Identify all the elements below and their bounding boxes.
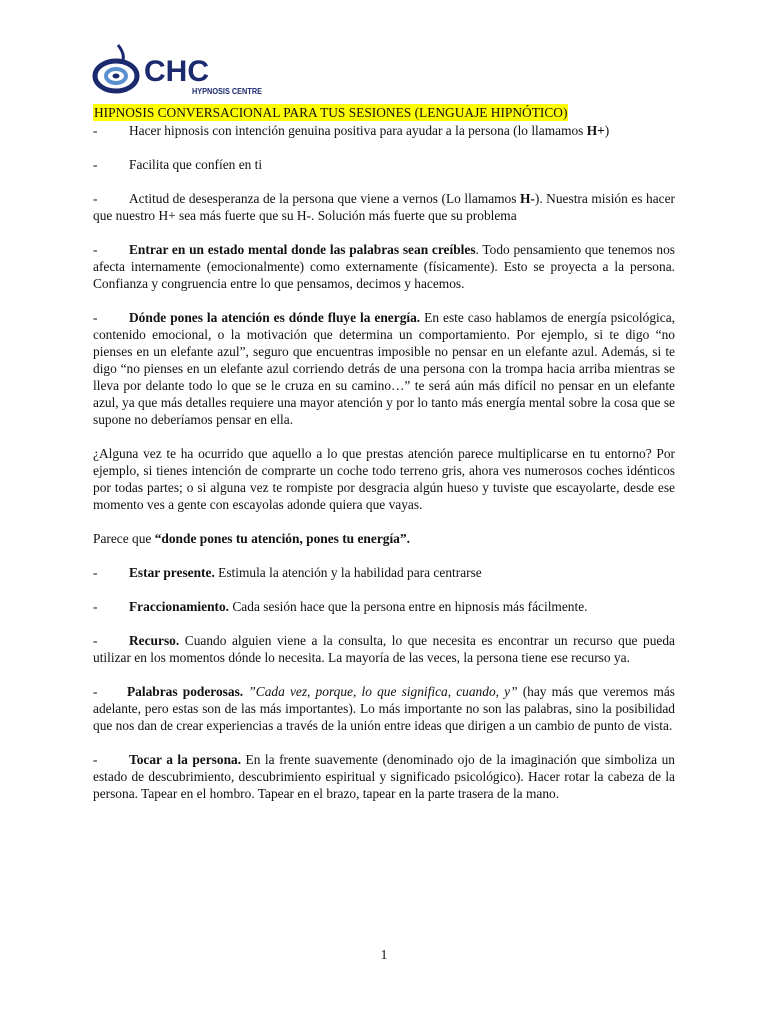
chc-logo xyxy=(92,43,264,103)
paragraph-text: ¿Alguna vez te ha ocurrido que aquello a lo que prestas atención parece multiplicarse en tu entorno? Por ejemplo, si tienes intención de comprarte un coche todo terreno gris, ahora ves numerosos coches idénticos por todas partes; o si alguna vez te rompiste por desgracia algún hueso y tuviste que escayolarte, desde ese momento ves a gente con escayolas adonde quiera que vayas. xyxy=(93,446,675,512)
paragraph-10 xyxy=(93,632,675,666)
paragraph-text: Cada sesión hace que la persona entre en hipnosis más fácilmente. xyxy=(229,599,588,614)
paragraph-text: ). Nuestra misión es hacer que nuestro H+ sea más fuerte que su H-. Solución más fuerte que su problema xyxy=(93,191,675,223)
bullet-dash: - xyxy=(93,242,98,257)
paragraph-text: En este caso hablamos de energía psicológica, contenido emocional, o la motivación que determina un comportamiento. Por ejemplo, si te digo “no pienses en un elefante azul”, seguro que encuentras imposible no pensar en un elefante azul. Además, si te digo “no pienses en un elefante azul corriendo detrás de una persona con la trompa hacia arriba mientras se lleva por delante todo lo que se le cruza en su camino…” te será aún más difícil no pensar en un elefante azul, ya que más detalles requiere una mayor atención y por lo tanto más energía mental sobre la cosa que se supone no deberíamos pensar en ella. xyxy=(93,310,675,427)
paragraph-5 xyxy=(93,309,675,428)
page-number: 1 xyxy=(380,947,388,962)
document-body xyxy=(93,122,675,819)
bullet-dash: - xyxy=(93,633,98,648)
paragraph-text: ) xyxy=(604,123,610,138)
bold-term: H- xyxy=(519,191,535,206)
paragraph-text: . Todo pensamiento que tenemos nos afecta internamente (emocionalmente) como externamente (físicamente). Esto se proyecta a la persona. Confianza y congruencia entre lo que pensamos, decimos y hacemos. xyxy=(93,242,675,291)
paragraph-12 xyxy=(93,751,675,802)
paragraph-6 xyxy=(93,445,675,513)
bold-quote: “donde pones tu atención, pones tu energía”. xyxy=(154,531,410,546)
bullet-dash: - xyxy=(93,310,98,325)
paragraph-3 xyxy=(93,190,675,224)
paragraph-4 xyxy=(93,241,675,292)
logo-text: CHC xyxy=(144,55,209,88)
italic-quote: ”Cada vez, porque, lo que significa, cuando, y” xyxy=(243,684,518,699)
paragraph-11 xyxy=(93,683,675,734)
bullet-dash: - xyxy=(93,599,98,614)
paragraph-text: Estimula la atención y la habilidad para centrarse xyxy=(214,565,482,580)
paragraph-text: Hacer hipnosis con intención genuina positiva para ayudar a la persona (lo llamamos xyxy=(129,123,587,138)
paragraph-1 xyxy=(93,122,675,139)
bold-heading: Dónde pones la atención es dónde fluye la energía. xyxy=(129,310,421,325)
bullet-dash: - xyxy=(93,752,98,767)
bold-heading: Tocar a la persona. xyxy=(129,752,242,767)
bullet-dash: - xyxy=(93,157,98,172)
paragraph-2 xyxy=(93,156,675,173)
paragraph-9 xyxy=(93,598,675,615)
paragraph-text: Cuando alguien viene a la consulta, lo que necesita es encontrar un recurso que pueda utilizar en los momentos dónde lo necesita. La mayoría de las veces, la persona tiene ese recurso ya. xyxy=(93,633,675,665)
bold-heading: Palabras poderosas. xyxy=(127,684,244,699)
paragraph-text: En la frente suavemente (denominado ojo de la imaginación que simboliza un estado de descubrimiento, descubrimiento espiritual y significado psicológico). Hacer rotar la cabeza de la persona. Tapear en el hombro. Tapear en el brazo, tapear en la parte trasera de la mano. xyxy=(93,752,675,801)
bullet-dash: - xyxy=(93,191,98,206)
paragraph-text: Actitud de desesperanza de la persona que viene a vernos (Lo llamamos xyxy=(129,191,520,206)
bullet-dash: - xyxy=(93,684,98,699)
bold-heading: Recurso. xyxy=(129,633,180,648)
paragraph-text: (hay más que veremos más adelante, pero estas son de las más importantes). Lo más importante no son las palabras, sino la posibilidad que nos dan de crear experiencias a través de la unión entre ideas que dirigen a un cambio de punto de vista. xyxy=(93,684,675,733)
paragraph-8 xyxy=(93,564,675,581)
logo-subtitle: HYPNOSIS CENTRE xyxy=(192,87,263,96)
paragraph-text: Parece que xyxy=(93,531,155,546)
swirl-icon xyxy=(95,45,137,91)
bold-heading: Fraccionamiento. xyxy=(129,599,230,614)
bold-heading: Estar presente. xyxy=(129,565,215,580)
bullet-dash: - xyxy=(93,123,98,138)
paragraph-7 xyxy=(93,530,675,547)
bold-term: H+ xyxy=(586,123,605,138)
paragraph-text: Facilita que confíen en ti xyxy=(129,157,263,172)
bold-heading: Entrar en un estado mental donde las palabras sean creíbles xyxy=(129,242,476,257)
bullet-dash: - xyxy=(93,565,98,580)
document-title: HIPNOSIS CONVERSACIONAL PARA TUS SESIONES (LENGUAJE HIPNÓTICO) xyxy=(94,105,568,120)
